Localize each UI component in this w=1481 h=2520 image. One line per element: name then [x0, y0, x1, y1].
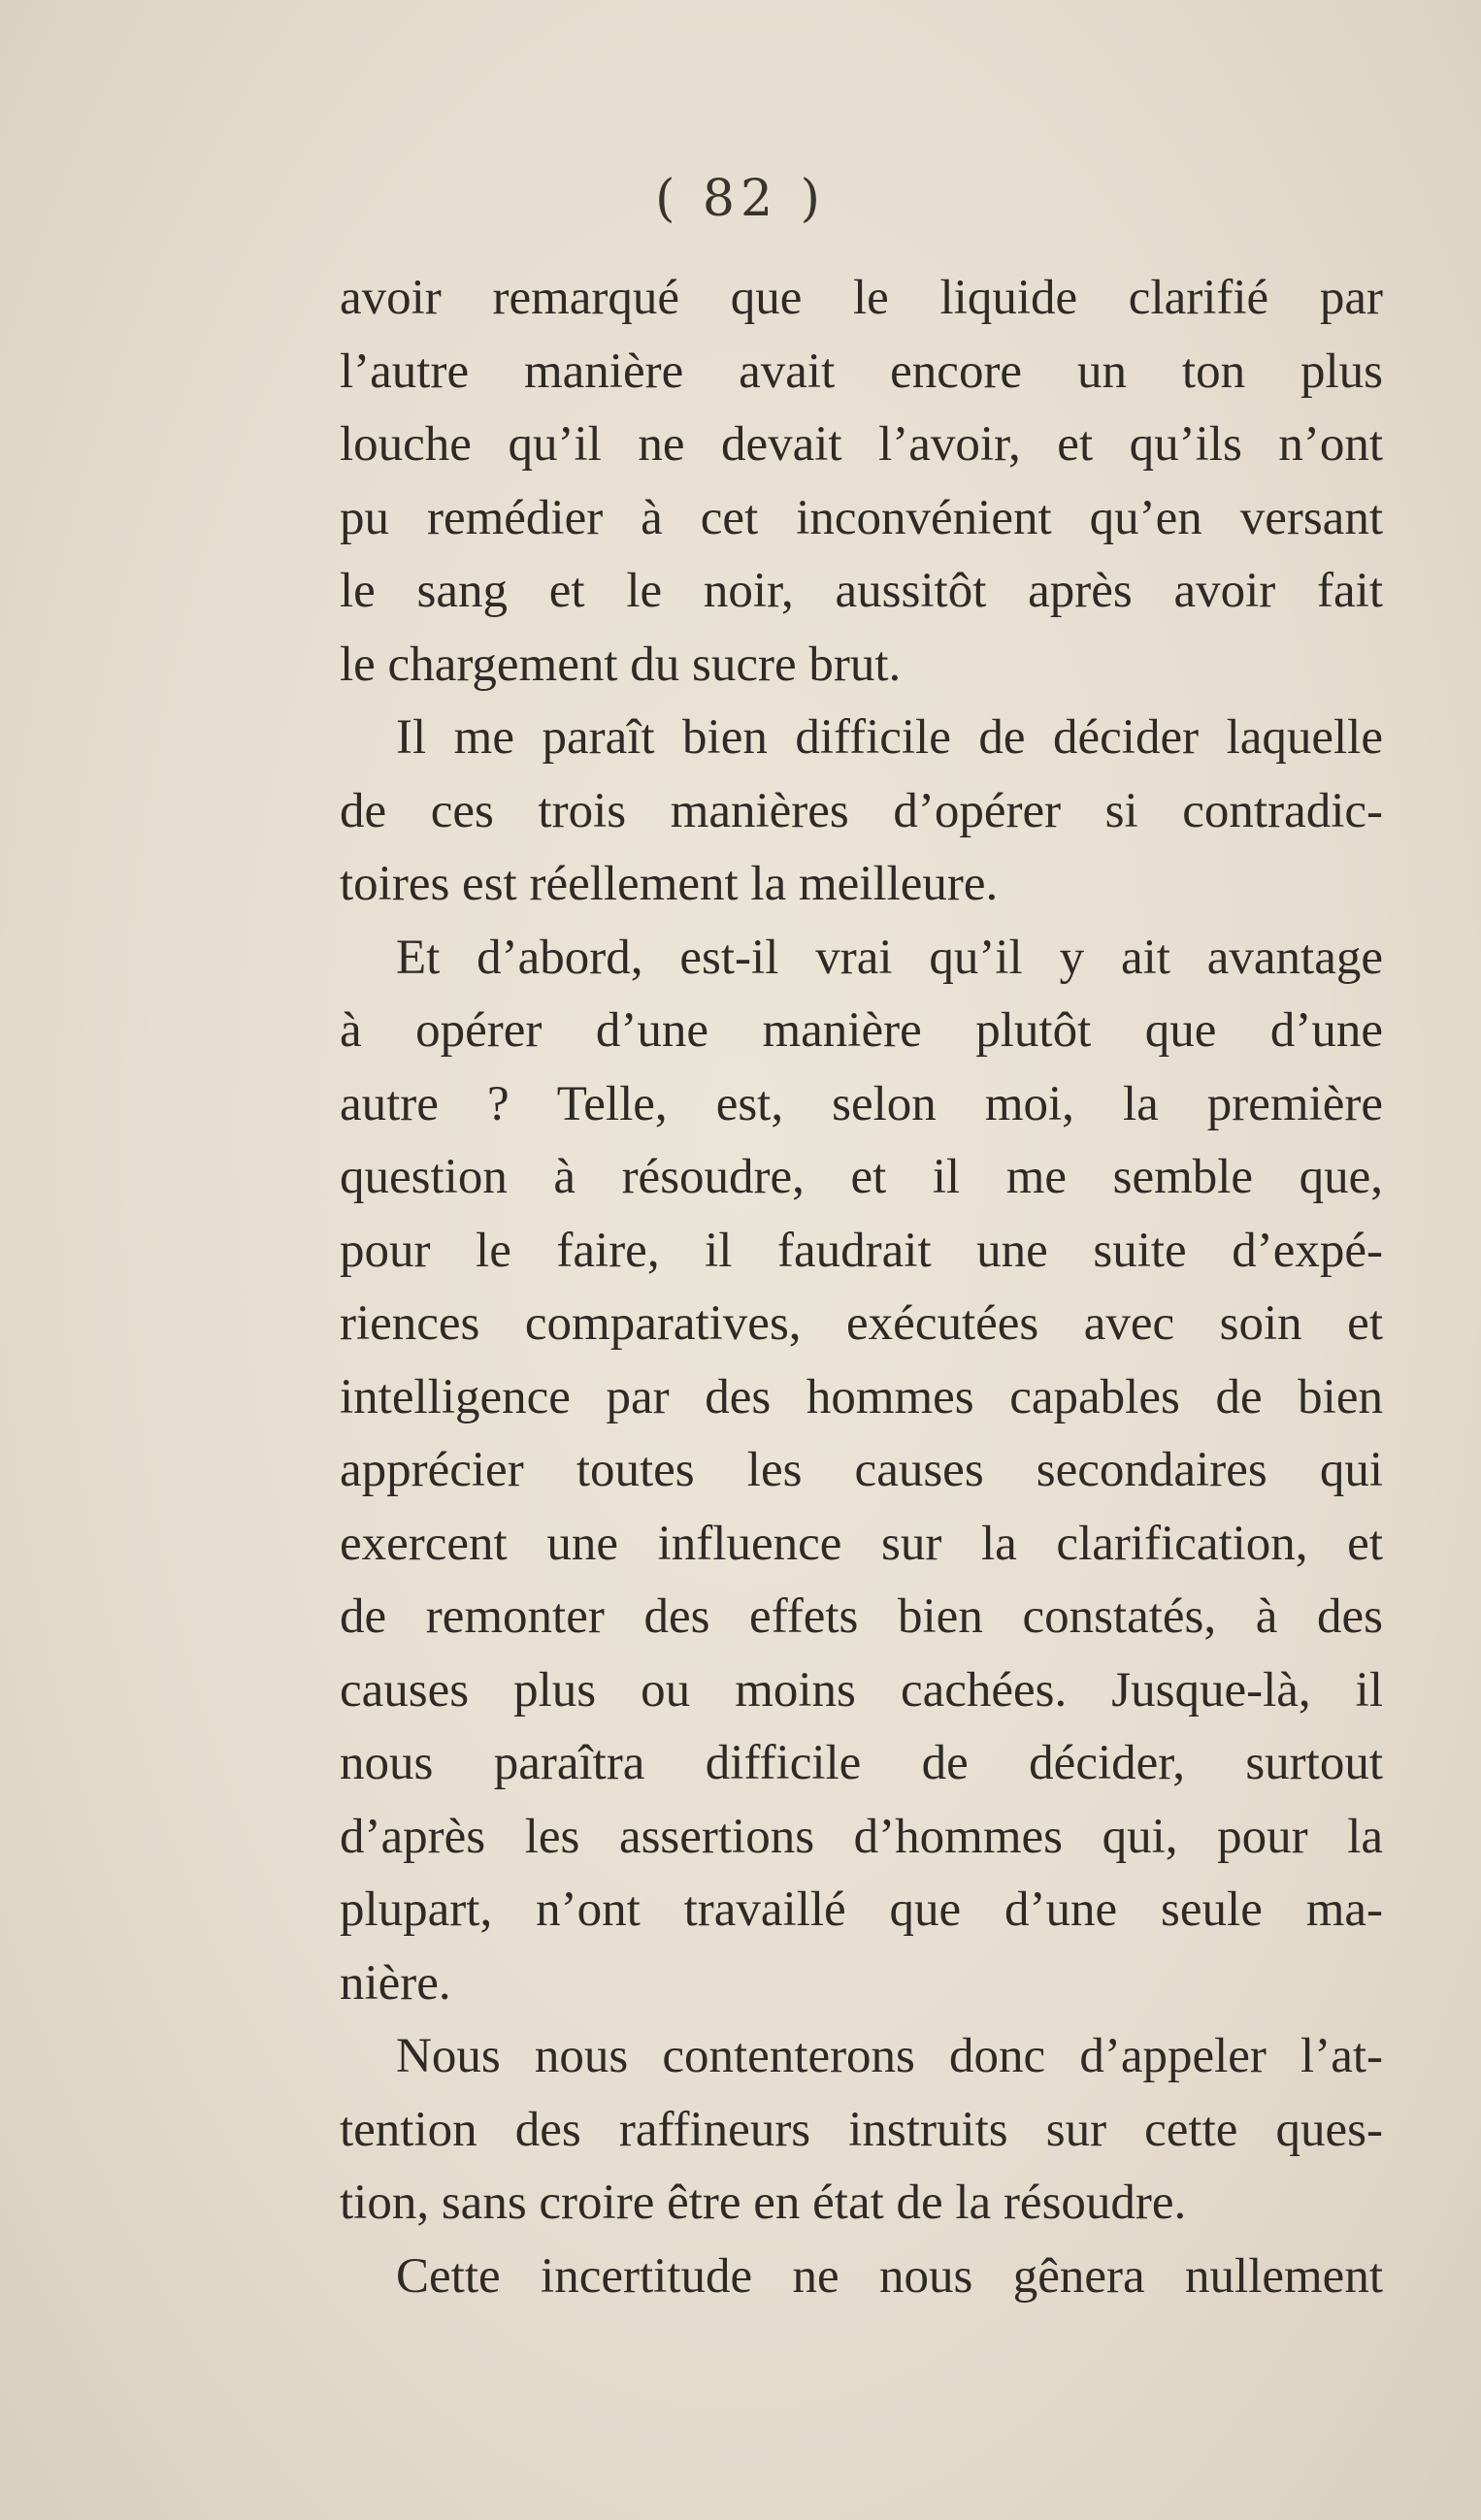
text-line: pour le faire, il faudrait une suite d’expé-	[340, 1223, 1383, 1278]
text-line: nous paraîtra difficile de décider, surtout	[340, 1736, 1383, 1790]
text-line: autre ? Telle, est, selon moi, la première	[340, 1076, 1383, 1131]
text-line: tion, sans croire être en état de la résoudre.	[340, 2176, 1187, 2230]
text-line: le sang et le noir, aussitôt après avoir fait	[340, 564, 1383, 618]
paragraph	[340, 262, 1383, 702]
text-line: de ces trois manières d’opérer si contradic-	[340, 783, 1383, 838]
text-line: exercent une influence sur la clarification, et	[340, 1516, 1383, 1571]
paragraph	[340, 2241, 1383, 2314]
text-line: tention des raffineurs instruits sur cette ques-	[340, 2102, 1383, 2157]
page-number: ( 82 )	[655, 170, 826, 228]
paragraph	[340, 922, 1383, 2021]
body-text	[340, 262, 1383, 2313]
paragraph	[340, 2020, 1383, 2241]
text-line: pu remédier à cet inconvénient qu’en versant	[340, 490, 1383, 545]
text-line: apprécier toutes les causes secondaires qui	[340, 1443, 1383, 1497]
text-line: de remonter des effets bien constatés, à des	[340, 1589, 1383, 1644]
text-line: Cette incertitude ne nous gênera nullement	[396, 2248, 1383, 2304]
text-line: Et d’abord, est-il vrai qu’il y ait avantage	[396, 930, 1383, 985]
text-line: avoir remarqué que le liquide clarifié par	[340, 271, 1383, 325]
text-line: louche qu’il ne devait l’avoir, et qu’ils n’ont	[340, 417, 1383, 472]
text-line: à opérer d’une manière plutôt que d’une	[340, 1003, 1383, 1058]
text-line: riences comparatives, exécutées avec soin et	[340, 1296, 1383, 1351]
text-line: d’après les assertions d’hommes qui, pour la	[340, 1809, 1383, 1864]
text-line: l’autre manière avait encore un ton plus	[340, 344, 1383, 399]
text-line: question à résoudre, et il me semble que,	[340, 1150, 1383, 1204]
text-line: intelligence par des hommes capables de bien	[340, 1369, 1383, 1424]
paragraph	[340, 702, 1383, 922]
text-line: plupart, n’ont travaillé que d’une seule ma-	[340, 1882, 1383, 1937]
text-line: toires est réellement la meilleure.	[340, 857, 999, 911]
text-line: le chargement du sucre brut.	[340, 637, 902, 692]
text-line: nière.	[340, 1955, 451, 2011]
text-line: causes plus ou moins cachées. Jusque-là, il	[340, 1662, 1383, 1718]
text-line: Nous nous contenterons donc d’appeler l’at-	[396, 2029, 1383, 2083]
text-line: Il me paraît bien difficile de décider laquelle	[396, 710, 1383, 765]
